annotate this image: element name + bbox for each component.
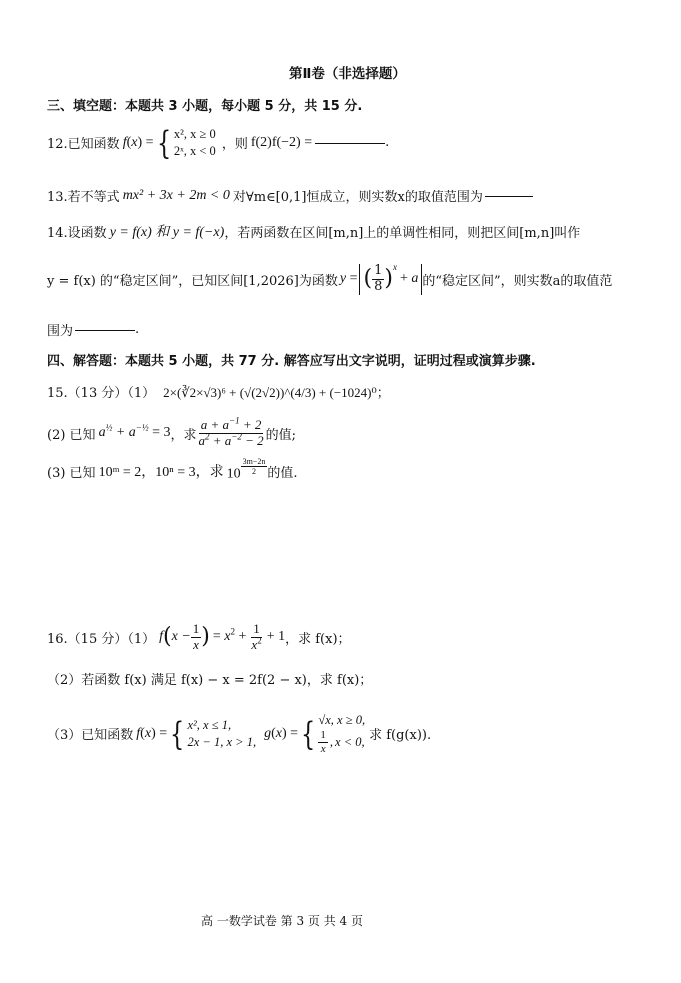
q14-answer-blank[interactable] [75,329,135,331]
q15-part3-given: 10ᵐ = 2，10ⁿ = 3，求 [98,465,224,481]
question-16-part1: 16.（15 分）（1） f ( x − $\frac{1}{x}$ ) = $x^2$ + $\frac{1}{x^2}$ + 1 ，求 f(x)； [47,621,351,652]
q15-part3-tail: 的值. [267,465,298,481]
q16-g-case2: x < 0, [335,734,365,749]
q13-label: 13.若不等式 [47,190,120,205]
question-14-line2: y = f(x) 的“稳定区间”，已知区间[1,2026]为函数 y = ( $\frac{1}{8}$ ) $^x$ + a 的“稳定区间”，则实数a的取值范 [47,262,613,294]
q12-expr: f(2)f(−2) = [250,134,313,150]
question-15-part3: (3) 已知 10ᵐ = 2，10ⁿ = 3，求 10 $^{\frac{3m-2n}{2}}$ 的值. [47,457,298,482]
q16-g-case1: √x, x ≥ 0, [318,713,366,727]
q12-case2: 2ˣ, x < 0 [173,143,216,158]
page-title: 第Ⅱ卷（非选择题） [289,66,406,82]
q16-f-case2: 2x − 1, x > 1, [187,734,257,749]
q16-part1-tail: ，求 f(x)； [285,631,351,647]
question-12: 12.已知函数 f(x) = { x², x ≥ 0 2ˣ, x < 0 ，则 f(2)f(−2) = . [47,123,390,162]
q12-label: 12.已知函数 [47,137,120,153]
q16-part3-tail: 求 f(g(x)). [369,728,432,744]
q15-part3-label: (3) 已知 [47,465,96,481]
question-13 [47,186,533,205]
q12-answer-blank[interactable] [315,142,385,144]
q15-part2-fraction: $\frac{a + a^{-1} + 2}{a^2 + a^{-2} - 2}$ [198,415,264,448]
page-footer: 高 一数学试卷 第 3 页 共 4 页 [201,914,363,928]
q14-line2-tail: 的“稳定区间”，则实数a的取值范 [422,273,613,289]
question-15-part1 [47,382,390,401]
question-16-part2: （2）若函数 f(x) 满足 f(x) − x = 2f(2 − x)，求 f(x)； [47,673,373,688]
q15-part2-tail: 的值; [265,427,297,443]
q14-line3-text: 围为 [47,324,74,339]
q15-label: 15.（13 分）（1） [47,386,156,401]
q14-label: 14.设函数 [47,225,107,241]
q12-case1: x², x ≥ 0 [173,127,216,141]
q14-line1-text: ，若两函数在区间[m,n]上的单调性相同，则把区间[m,n]叫作 [224,225,581,241]
q13-answer-blank[interactable] [485,195,533,197]
q14-abs-expression: ( $\frac{1}{8}$ ) $^x$ + a [359,264,422,295]
q16-label: 16.（15 分）（1） [47,631,156,647]
section-3-heading: 三、填空题：本题共 3 小题，每小题 5 分，共 15 分. [47,99,363,114]
question-16-part3: （3）已知函数 f(x) = { x², x ≤ 1, 2x − 1, x > 1, g(x) = { √x, x ≥ 0, $\frac{1}{x}$ , x < 0, 求 f(g(x)). [47,713,432,755]
q14-line2-text: y = f(x) 的“稳定区间”，已知区间[1,2026]为函数 [47,273,338,289]
q13-expr: mx² + 3x + 2m < 0 [122,187,230,203]
question-15-part2: (2) 已知 $a^{\frac{1}{2}} + a^{-\frac{1}{2}} = 3$ ，求 $\frac{a + a^{-1} + 2}{a^2 + a^{-2} - 2}$ 的值; [47,415,297,448]
q16-f-case1: x², x ≤ 1, [187,717,232,732]
q15-part1-expr: 2×(∛2×√3)⁶ + (√(2√2))^(4/3) + (−1024)⁰； [163,385,390,400]
q16-part3-label: （3）已知函数 [47,728,134,744]
q15-part2-label: (2) 已知 [47,427,96,443]
section-4-heading: 四、解答题：本题共 5 小题，共 77 分. 解答应写出文字说明，证明过程或演算步骤. [47,354,536,369]
q12-tail: ，则 [221,137,248,153]
q14-functions: y = f(x) 和 y = f(−x) [109,225,225,240]
question-14-line3: 围为 . [47,322,140,339]
question-14-line1 [47,221,580,241]
q13-mid: 对∀m∈[0,1]恒成立，则实数x的取值范围为 [232,190,483,205]
q15-part2-mid: ，求 [170,427,197,443]
